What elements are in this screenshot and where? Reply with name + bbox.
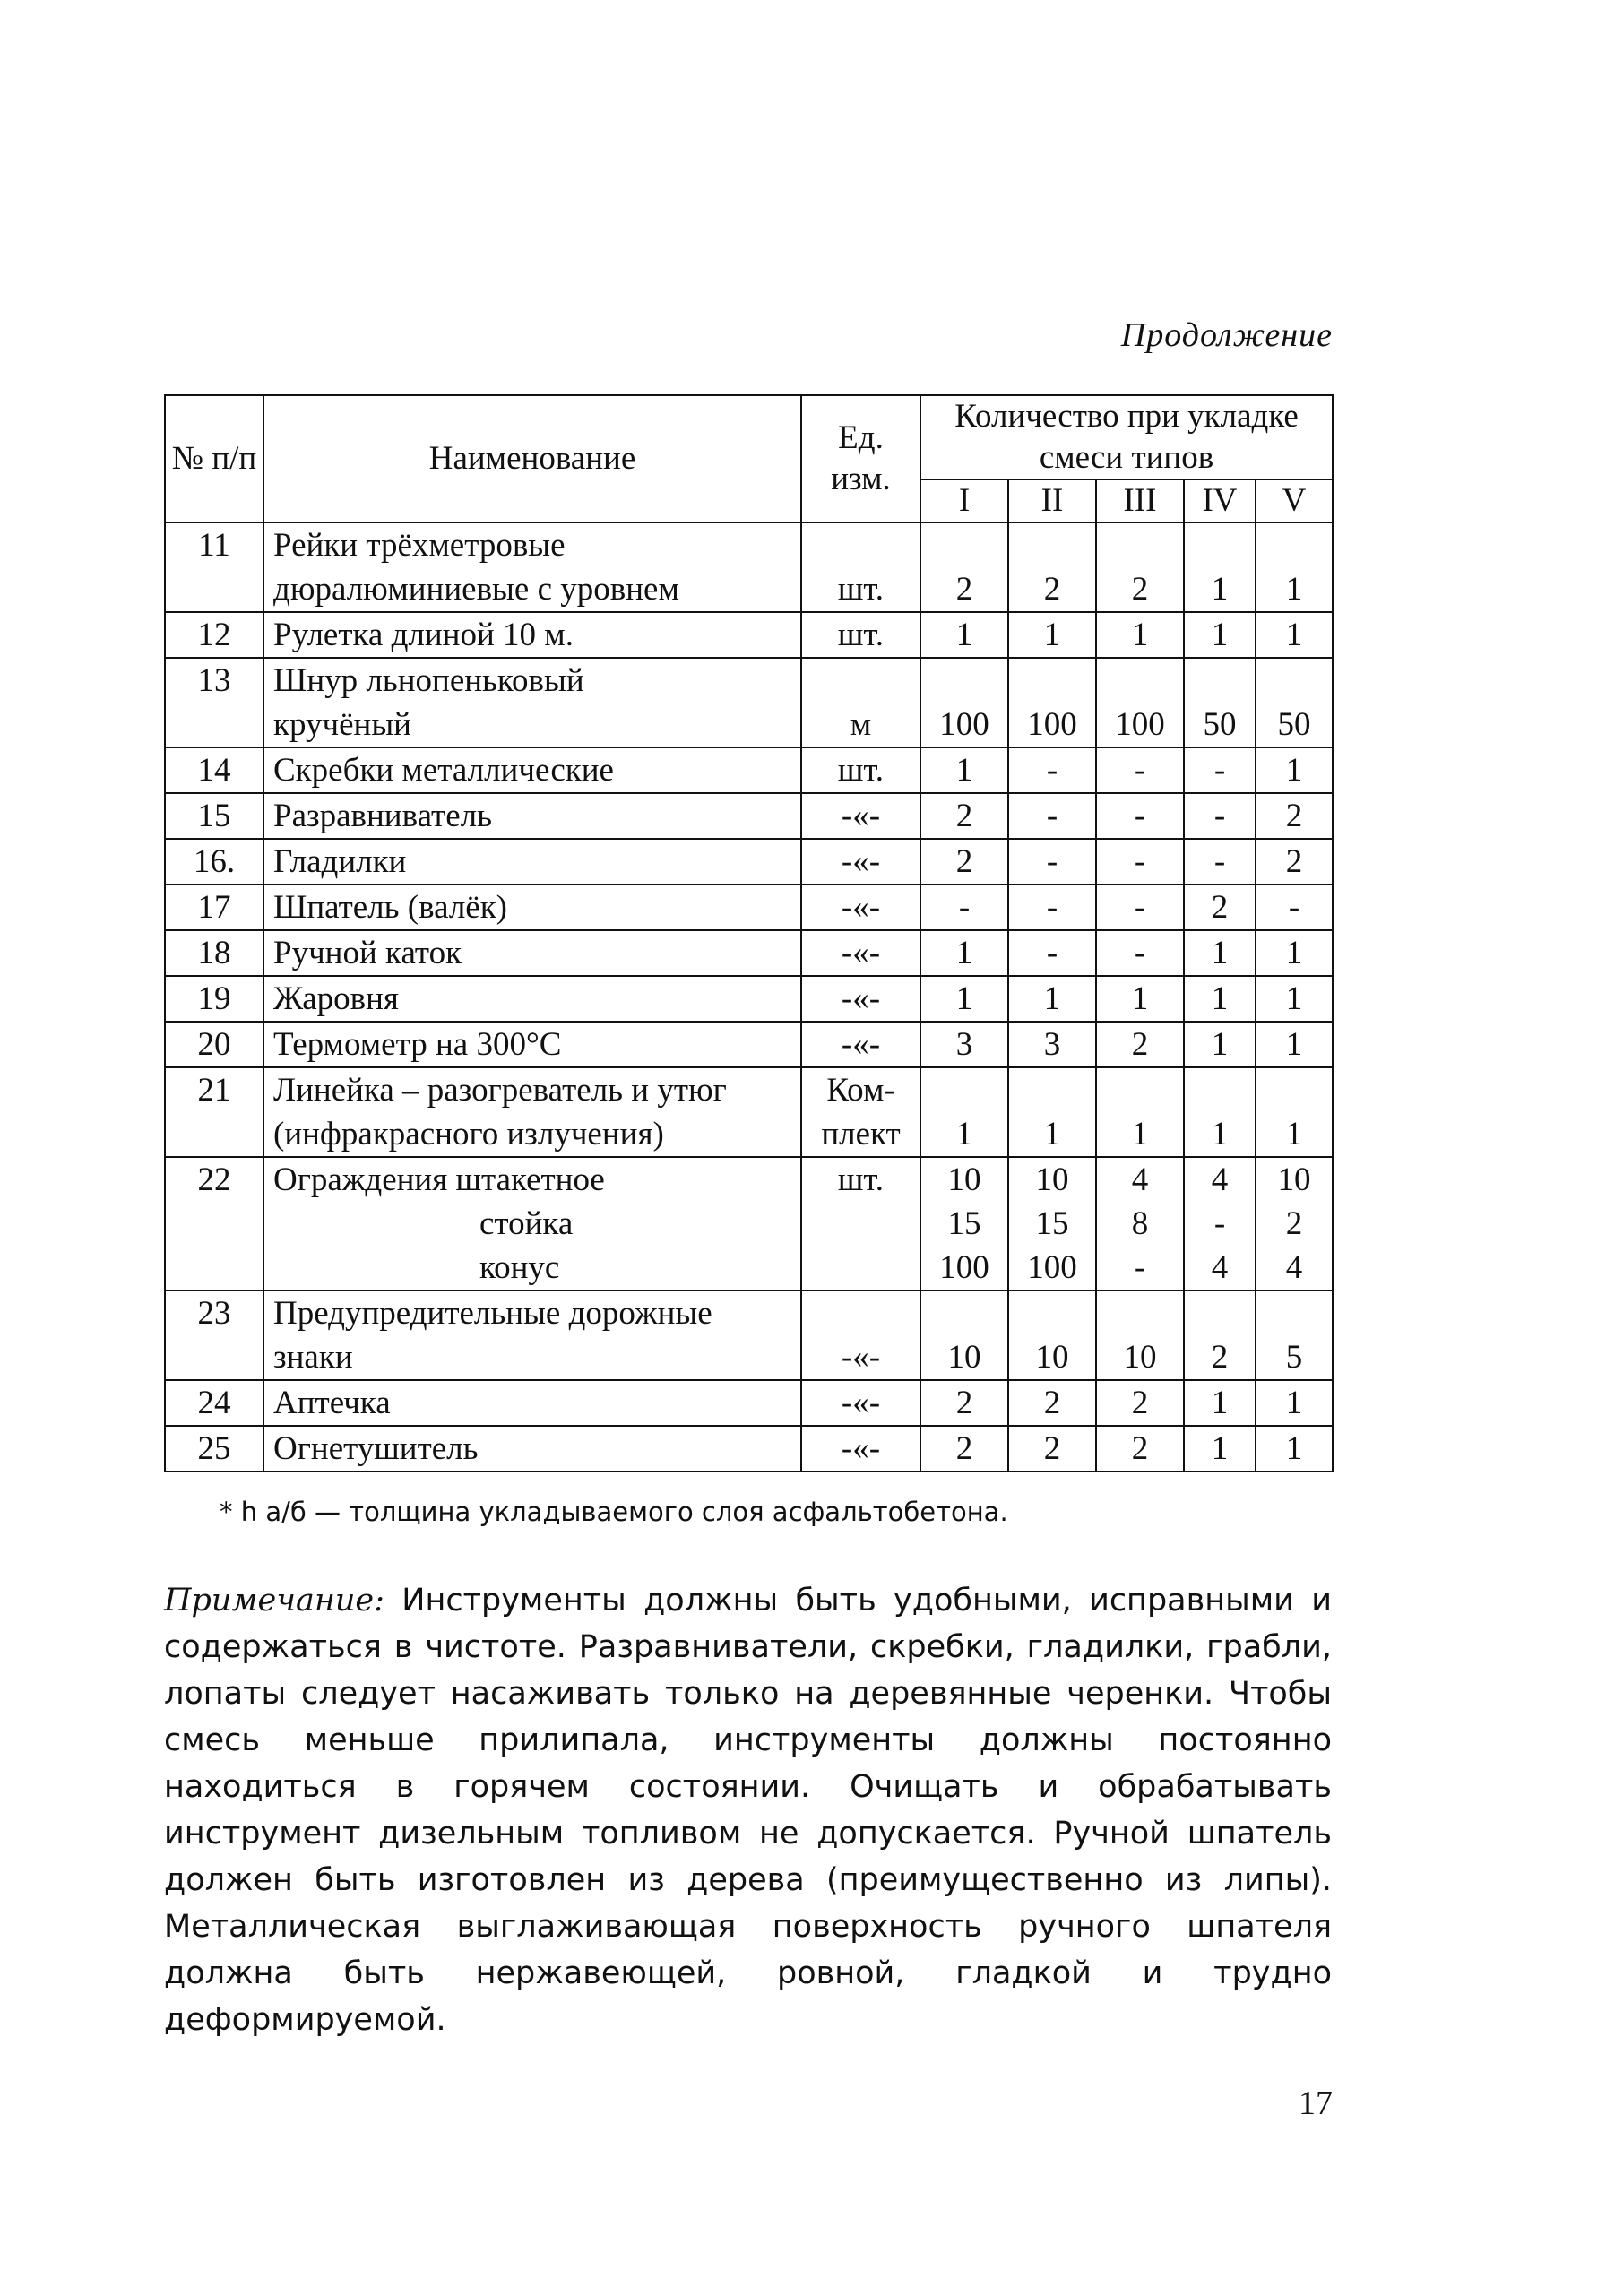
row-quantity-line: 2 bbox=[1285, 1205, 1303, 1242]
row-quantity-type-1: - bbox=[920, 885, 1008, 930]
header-type-i: I bbox=[920, 479, 1008, 522]
header-type-iv: IV bbox=[1184, 479, 1256, 522]
row-name-line: Предупредительные дорожные bbox=[273, 1295, 712, 1332]
row-quantity-type-4: 1 bbox=[1184, 1022, 1256, 1067]
row-number: 11 bbox=[165, 522, 263, 612]
row-quantity-type-2: 1 bbox=[1008, 1067, 1096, 1157]
row-quantity-type-5: 1 bbox=[1256, 930, 1333, 976]
row-name-line: Разравниватель bbox=[273, 798, 492, 834]
row-quantity-type-5: 1 bbox=[1256, 747, 1333, 793]
row-unit-line: плект bbox=[821, 1116, 901, 1152]
row-number: 16. bbox=[165, 839, 263, 885]
row-name bbox=[263, 1022, 801, 1067]
continuation-label: Продолжение bbox=[1120, 316, 1333, 354]
row-quantity-type-4: 1 bbox=[1184, 1426, 1256, 1472]
table-row bbox=[165, 747, 1333, 793]
row-unit: -«- bbox=[801, 1022, 920, 1067]
row-name-line: Линейка – разогреватель и утюг bbox=[273, 1072, 727, 1109]
row-name bbox=[263, 839, 801, 885]
table-row bbox=[165, 1067, 1333, 1157]
tools-table bbox=[164, 394, 1334, 1472]
row-name bbox=[263, 885, 801, 930]
row-name bbox=[263, 1380, 801, 1426]
header-quantity: Количество при укладке смеси типов bbox=[920, 395, 1333, 479]
row-quantity-type-4: 1 bbox=[1184, 612, 1256, 658]
row-name-line: Ограждения штакетное bbox=[273, 1161, 605, 1198]
row-quantity-type-2: 2 bbox=[1008, 522, 1096, 612]
row-quantity-type-4: - bbox=[1184, 747, 1256, 793]
row-quantity-line: - bbox=[1213, 1205, 1226, 1242]
row-quantity-line: 4 bbox=[1211, 1161, 1229, 1198]
row-quantity-type-3: - bbox=[1096, 839, 1184, 885]
row-quantity-type-3: 2 bbox=[1096, 1426, 1184, 1472]
row-name-line: дюралюминиевые с уровнем bbox=[273, 571, 679, 608]
row-unit: -«- bbox=[801, 1426, 920, 1472]
row-quantity-line: 100 bbox=[939, 1249, 989, 1286]
row-quantity-type-3: 100 bbox=[1096, 658, 1184, 747]
row-quantity-type-4: - bbox=[1184, 839, 1256, 885]
row-quantity-type-1 bbox=[920, 1157, 1008, 1290]
row-quantity-type-2: 1 bbox=[1008, 612, 1096, 658]
row-unit: шт. bbox=[801, 1157, 920, 1290]
row-quantity-type-4: 1 bbox=[1184, 1067, 1256, 1157]
row-unit: -«- bbox=[801, 839, 920, 885]
row-name-line: кручёный bbox=[273, 706, 411, 743]
table-row bbox=[165, 1426, 1333, 1472]
row-name bbox=[263, 1157, 801, 1290]
row-quantity-type-3: 2 bbox=[1096, 1380, 1184, 1426]
table-row bbox=[165, 522, 1333, 612]
header-name: Наименование bbox=[263, 395, 801, 522]
row-quantity-type-4: 1 bbox=[1184, 976, 1256, 1022]
row-name-line: Аптечка bbox=[273, 1385, 391, 1421]
row-quantity-type-5: 1 bbox=[1256, 1380, 1333, 1426]
row-quantity-type-4 bbox=[1184, 1157, 1256, 1290]
row-unit bbox=[801, 1067, 920, 1157]
table-row bbox=[165, 930, 1333, 976]
row-quantity-type-3: 10 bbox=[1096, 1290, 1184, 1380]
row-quantity-type-3: 1 bbox=[1096, 612, 1184, 658]
row-name-line: Огнетушитель bbox=[273, 1430, 479, 1467]
row-number: 15 bbox=[165, 793, 263, 839]
row-unit: -«- bbox=[801, 1290, 920, 1380]
table-row bbox=[165, 839, 1333, 885]
row-quantity-type-4: 2 bbox=[1184, 1290, 1256, 1380]
row-quantity-type-3: 2 bbox=[1096, 1022, 1184, 1067]
row-quantity-type-3: 2 bbox=[1096, 522, 1184, 612]
row-number: 17 bbox=[165, 885, 263, 930]
row-quantity-line: 15 bbox=[947, 1205, 981, 1242]
row-name bbox=[263, 1290, 801, 1380]
note-paragraph bbox=[164, 1577, 1332, 2043]
row-quantity-type-2: 100 bbox=[1008, 658, 1096, 747]
row-quantity-type-1: 2 bbox=[920, 1380, 1008, 1426]
row-unit: -«- bbox=[801, 885, 920, 930]
row-number: 21 bbox=[165, 1067, 263, 1157]
row-quantity-type-1: 1 bbox=[920, 747, 1008, 793]
row-quantity-line: 10 bbox=[1035, 1161, 1069, 1198]
row-quantity-type-3: - bbox=[1096, 930, 1184, 976]
row-name-line: Рейки трёхметровые bbox=[273, 527, 566, 564]
row-name bbox=[263, 930, 801, 976]
row-name bbox=[263, 793, 801, 839]
row-quantity-type-5: - bbox=[1256, 885, 1333, 930]
row-unit: шт. bbox=[801, 612, 920, 658]
row-quantity-type-4: 50 bbox=[1184, 658, 1256, 747]
row-quantity-type-1: 10 bbox=[920, 1290, 1008, 1380]
row-unit: -«- bbox=[801, 930, 920, 976]
row-quantity-line: - bbox=[1134, 1249, 1146, 1286]
row-quantity-line: 100 bbox=[1027, 1249, 1077, 1286]
row-name-line: Шпатель (валёк) bbox=[273, 889, 508, 926]
table-row bbox=[165, 885, 1333, 930]
row-name-line: Скребки металлические bbox=[273, 752, 614, 789]
row-quantity-line: 4 bbox=[1211, 1249, 1229, 1286]
table-body bbox=[165, 522, 1333, 1472]
row-quantity-type-5: 2 bbox=[1256, 793, 1333, 839]
header-type-v: V bbox=[1256, 479, 1333, 522]
row-quantity-type-3: 1 bbox=[1096, 976, 1184, 1022]
row-quantity-line: 10 bbox=[947, 1161, 981, 1198]
row-quantity-type-3: - bbox=[1096, 885, 1184, 930]
row-number: 19 bbox=[165, 976, 263, 1022]
row-number: 12 bbox=[165, 612, 263, 658]
note-text: Инструменты должны быть удобными, исправными и содержаться в чистоте. Разравниватели, скребки, гладилки, грабли, лопаты следует насаживать только на деревянные черенки. Чтобы смесь меньше прилипала, инструменты должны постоянно находиться в горячем состоянии. Очищать и обрабатывать инструмент дизельным топливом не допускается. Ручной шпатель должен быть изготовлен из дерева (преимущественно из липы). Металлическая выглаживающая поверхность ручного шпателя должна быть нержавеющей, ровной, гладкой и трудно деформируемой. bbox=[164, 1583, 1332, 2038]
row-unit: -«- bbox=[801, 976, 920, 1022]
row-number: 23 bbox=[165, 1290, 263, 1380]
row-name-line: Жаровня bbox=[273, 980, 399, 1017]
row-quantity-type-5 bbox=[1256, 1157, 1333, 1290]
row-name-line: знаки bbox=[273, 1339, 353, 1376]
header-type-ii: II bbox=[1008, 479, 1096, 522]
row-quantity-type-1: 2 bbox=[920, 1426, 1008, 1472]
row-quantity-type-1: 3 bbox=[920, 1022, 1008, 1067]
row-name-line: Термометр на 300°С bbox=[273, 1026, 562, 1063]
row-quantity-type-4: - bbox=[1184, 793, 1256, 839]
row-number: 24 bbox=[165, 1380, 263, 1426]
row-quantity-type-4: 1 bbox=[1184, 1380, 1256, 1426]
row-quantity-type-2: 3 bbox=[1008, 1022, 1096, 1067]
row-name bbox=[263, 747, 801, 793]
row-name-line: стойка bbox=[479, 1205, 574, 1242]
row-unit: -«- bbox=[801, 793, 920, 839]
row-name-line: Ручной каток bbox=[273, 935, 462, 971]
table-row bbox=[165, 1380, 1333, 1426]
table-row bbox=[165, 612, 1333, 658]
row-quantity-type-1: 1 bbox=[920, 976, 1008, 1022]
table-row bbox=[165, 1022, 1333, 1067]
row-quantity-type-1: 1 bbox=[920, 612, 1008, 658]
row-quantity-type-2: - bbox=[1008, 885, 1096, 930]
table-row bbox=[165, 976, 1333, 1022]
row-quantity-type-5: 1 bbox=[1256, 1022, 1333, 1067]
row-quantity-line: 8 bbox=[1131, 1205, 1149, 1242]
header-type-iii: III bbox=[1096, 479, 1184, 522]
row-quantity-type-5: 1 bbox=[1256, 1426, 1333, 1472]
row-unit-line: Ком- bbox=[826, 1072, 895, 1109]
row-name-line: Шнур льнопеньковый bbox=[273, 662, 584, 699]
row-number: 14 bbox=[165, 747, 263, 793]
row-quantity-type-2: 2 bbox=[1008, 1380, 1096, 1426]
row-quantity-type-5: 1 bbox=[1256, 1067, 1333, 1157]
row-quantity-type-5: 2 bbox=[1256, 839, 1333, 885]
row-quantity-line: 4 bbox=[1131, 1161, 1149, 1198]
row-name-line: (инфракрасного излучения) bbox=[273, 1116, 664, 1152]
row-quantity-type-2: - bbox=[1008, 930, 1096, 976]
table-row bbox=[165, 1157, 1333, 1290]
row-unit: шт. bbox=[801, 747, 920, 793]
row-quantity-type-5: 5 bbox=[1256, 1290, 1333, 1380]
row-quantity-type-4: 1 bbox=[1184, 522, 1256, 612]
row-unit: м bbox=[801, 658, 920, 747]
note-label: Примечание: bbox=[164, 1583, 384, 1618]
row-number: 18 bbox=[165, 930, 263, 976]
row-quantity-type-1: 2 bbox=[920, 522, 1008, 612]
row-quantity-line: 4 bbox=[1285, 1249, 1303, 1286]
row-quantity-line: 15 bbox=[1035, 1205, 1069, 1242]
row-name bbox=[263, 522, 801, 612]
page-number: 17 bbox=[1299, 2085, 1333, 2122]
row-quantity-type-3: - bbox=[1096, 747, 1184, 793]
row-quantity-type-2: - bbox=[1008, 839, 1096, 885]
row-quantity-type-2 bbox=[1008, 1157, 1096, 1290]
row-quantity-type-1: 1 bbox=[920, 930, 1008, 976]
row-quantity-type-2: 10 bbox=[1008, 1290, 1096, 1380]
table-row bbox=[165, 658, 1333, 747]
row-quantity-type-1: 2 bbox=[920, 839, 1008, 885]
row-quantity-type-5: 50 bbox=[1256, 658, 1333, 747]
header-num: № п/п bbox=[165, 395, 263, 522]
row-quantity-type-1: 2 bbox=[920, 793, 1008, 839]
row-quantity-type-4: 2 bbox=[1184, 885, 1256, 930]
row-quantity-type-2: 2 bbox=[1008, 1426, 1096, 1472]
footnote: * h а/б — толщина укладываемого слоя асфальтобетона. bbox=[220, 1497, 1008, 1527]
row-quantity-line: 10 bbox=[1277, 1161, 1311, 1198]
row-quantity-type-1: 100 bbox=[920, 658, 1008, 747]
row-quantity-type-5: 1 bbox=[1256, 612, 1333, 658]
row-name bbox=[263, 976, 801, 1022]
row-quantity-type-5: 1 bbox=[1256, 522, 1333, 612]
row-quantity-type-2: 1 bbox=[1008, 976, 1096, 1022]
row-number: 22 bbox=[165, 1157, 263, 1290]
row-quantity-type-2: - bbox=[1008, 793, 1096, 839]
row-quantity-type-5: 1 bbox=[1256, 976, 1333, 1022]
row-name-line: конус bbox=[479, 1249, 560, 1286]
row-name bbox=[263, 1426, 801, 1472]
row-quantity-type-1: 1 bbox=[920, 1067, 1008, 1157]
row-quantity-type-3: - bbox=[1096, 793, 1184, 839]
row-quantity-type-3 bbox=[1096, 1157, 1184, 1290]
row-name-line: Рулетка длиной 10 м. bbox=[273, 617, 574, 653]
row-number: 13 bbox=[165, 658, 263, 747]
row-unit: шт. bbox=[801, 522, 920, 612]
row-number: 20 bbox=[165, 1022, 263, 1067]
row-name bbox=[263, 1067, 801, 1157]
row-name bbox=[263, 658, 801, 747]
row-quantity-type-2: - bbox=[1008, 747, 1096, 793]
row-quantity-type-4: 1 bbox=[1184, 930, 1256, 976]
row-unit: -«- bbox=[801, 1380, 920, 1426]
table-row bbox=[165, 793, 1333, 839]
table-row bbox=[165, 1290, 1333, 1380]
header-unit: Ед. изм. bbox=[801, 395, 920, 522]
row-quantity-type-3: 1 bbox=[1096, 1067, 1184, 1157]
row-number: 25 bbox=[165, 1426, 263, 1472]
row-name-line: Гладилки bbox=[273, 843, 407, 880]
row-name bbox=[263, 612, 801, 658]
